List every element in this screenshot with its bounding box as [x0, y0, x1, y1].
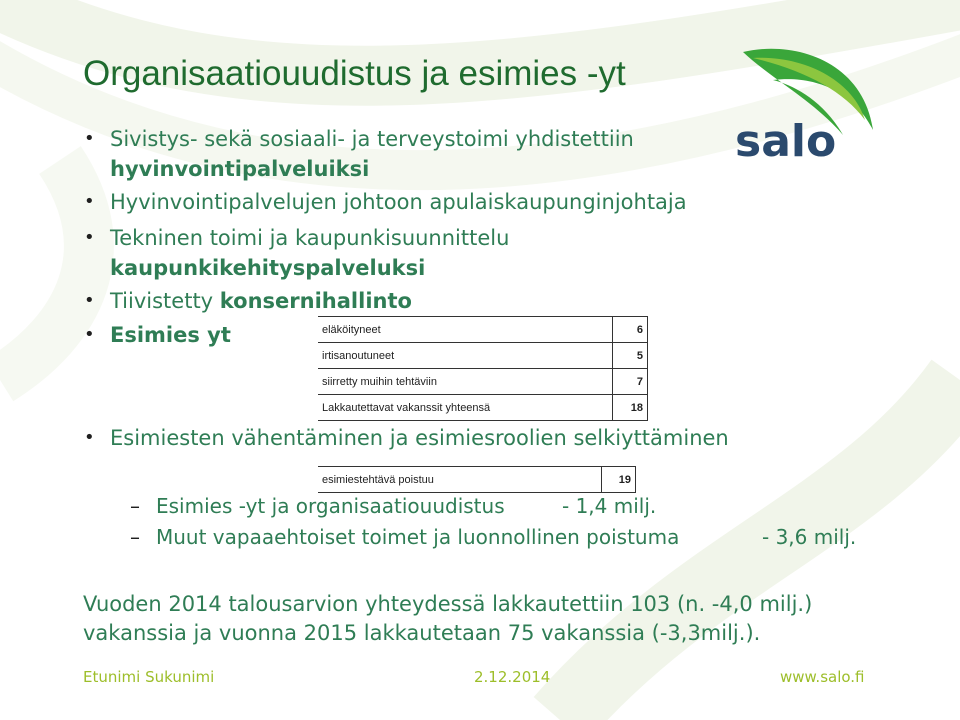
table-row: eläköityneet 6 [318, 317, 648, 343]
bullet-3: • Tekninen toimi ja kaupunkisuunnittelu kaupunkikehityspalveluksi [84, 223, 483, 283]
bullet-dot: • [84, 227, 95, 248]
bullet-5: • Esimies yt [84, 320, 205, 350]
slide-title: Organisaatiouudistus ja esimies -yt [83, 54, 626, 93]
bullet-dot: • [84, 128, 95, 149]
bullet-1: • Sivistys- sekä sosiaali- ja terveystoimi yhdistettiin hyvinvointipalveluiksi [84, 124, 608, 184]
budget-paragraph: Vuoden 2014 talousarvion yhteydessä lakkautettiin 103 (n. -4,0 milj.) vakanssia ja vuonna 2015 lakkautetaan 75 vakanssia (-3,3milj.). [83, 592, 813, 645]
table-row: irtisanoutuneet 5 [318, 343, 648, 369]
bullet-dot: • [84, 427, 95, 448]
table-row: esimiestehtävä poistuu 19 [318, 467, 636, 493]
sub-item-2: – Muut vapaaehtoiset toimet ja luonnollinen poistuma - 3,6 milj. [130, 525, 857, 549]
footer-author: Etunimi Sukunimi [83, 668, 215, 686]
bullet-2: • Hyvinvointipalvelujen johtoon apulaiskaupunginjohtaja [84, 187, 661, 217]
logo-text: salo [735, 116, 837, 165]
bullet-dot: • [84, 324, 95, 345]
footer-date: 2.12.2014 [474, 668, 551, 686]
bullet-dot: • [84, 290, 95, 311]
bullet-dot: • [84, 191, 95, 212]
table-row: siirretty muihin tehtäviin 7 [318, 369, 648, 395]
bullet-6: • Esimiesten vähentäminen ja esimiesroolien selkiyttäminen [84, 423, 703, 453]
salo-logo [733, 40, 883, 165]
bullet-4: • Tiivistetty konsernihallinto [84, 286, 386, 316]
footer-url[interactable]: www.salo.fi [780, 668, 865, 686]
vacancy-table [318, 316, 648, 421]
sub-item-1: – Esimies -yt ja organisaatiouudistus - 1,4 milj. [130, 494, 657, 518]
table-row: Lakkautettavat vakanssit yhteensä 18 [318, 395, 648, 421]
supervisor-table [318, 466, 636, 493]
